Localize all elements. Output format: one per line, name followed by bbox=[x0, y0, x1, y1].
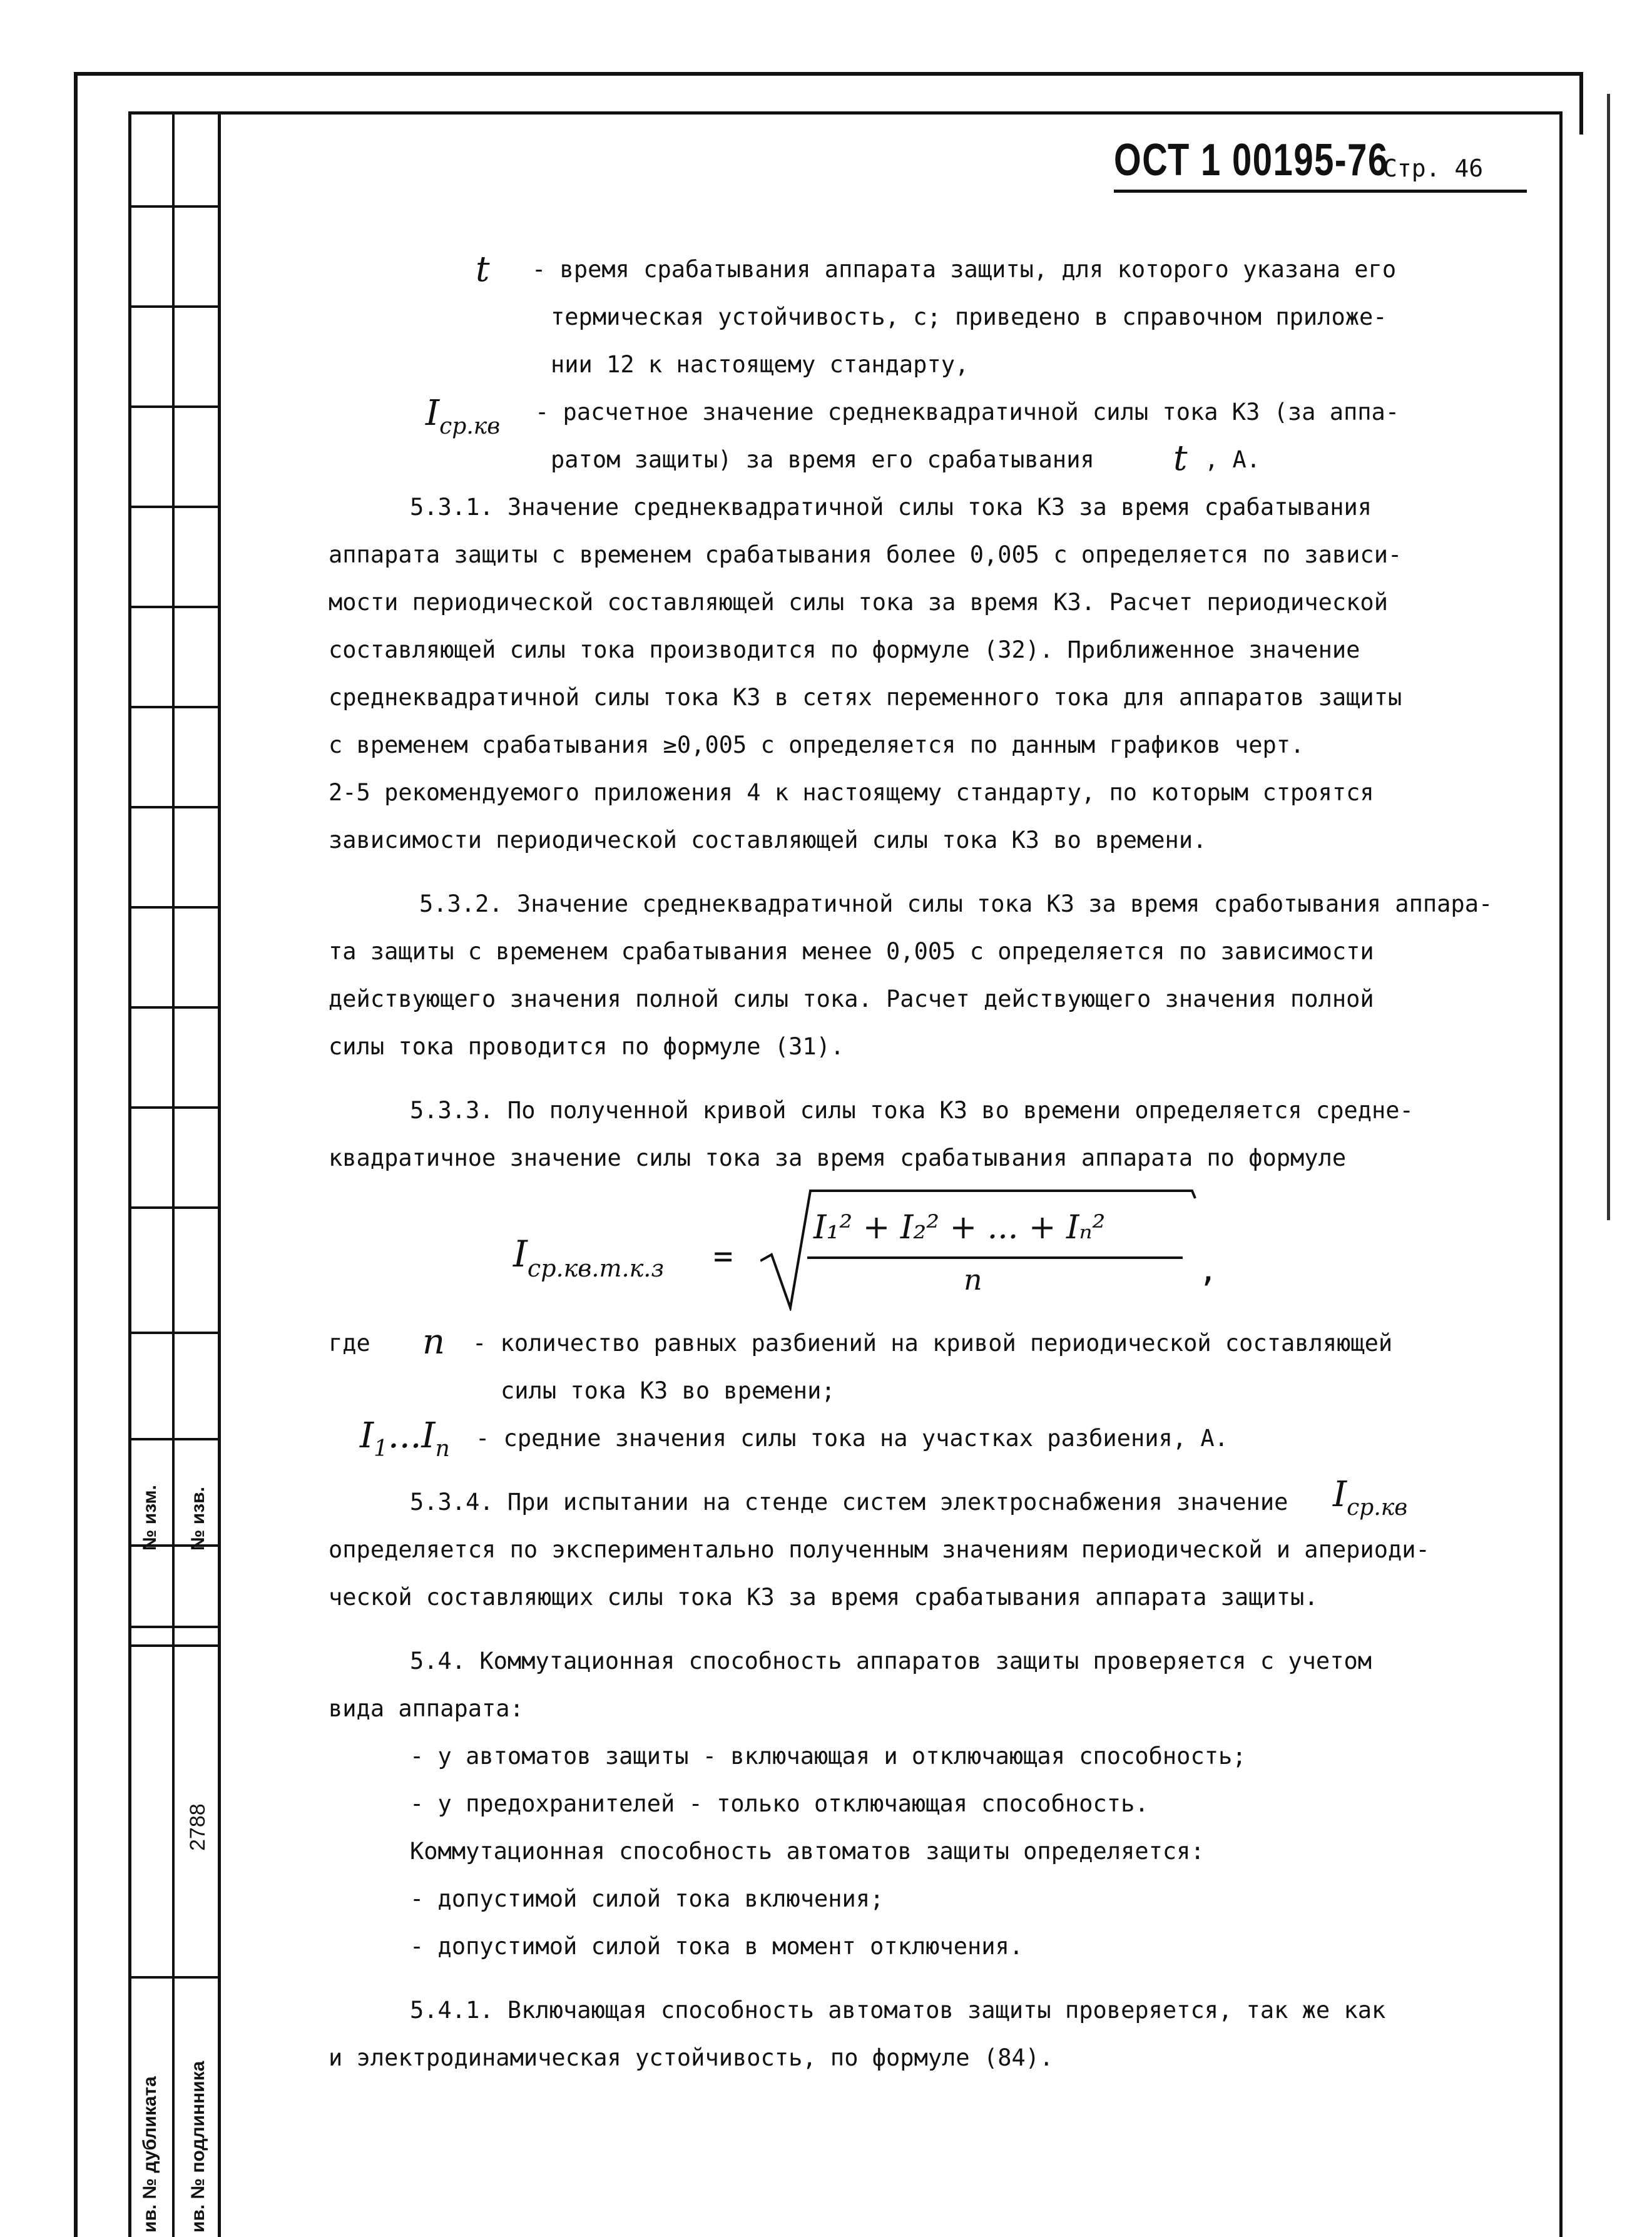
page-border bbox=[128, 111, 1563, 2237]
where-label: где bbox=[329, 1330, 370, 1357]
strip-row-line bbox=[128, 606, 221, 608]
outer-frame-top bbox=[75, 72, 1583, 76]
label-dublikata: ив. № дубликата bbox=[140, 2076, 160, 2233]
strip-row-line bbox=[128, 806, 221, 808]
formula-lhs: $I_{ср.кв.т.к.з}$ bbox=[513, 1233, 665, 1282]
page-edge-line bbox=[1607, 94, 1610, 1220]
paragraph-line: ческой составляющих силы тока КЗ за время срабатывания аппарата защиты. bbox=[329, 1584, 1318, 1611]
paragraph-line: 5.3.3. По полученной кривой силы тока КЗ во времени определяется средне- bbox=[410, 1097, 1414, 1124]
symbol-t: t bbox=[476, 249, 490, 290]
formula-equals: = bbox=[713, 1238, 733, 1275]
paragraph-line: среднеквадратичной силы тока КЗ в сетях переменного тока для аппаратов защиты bbox=[329, 684, 1402, 711]
paragraph-line: с временем срабатывания ≥0,005 с определяется по данным графиков черт. bbox=[329, 731, 1305, 758]
strip-row-line bbox=[128, 706, 221, 708]
strip-row-line bbox=[128, 1644, 221, 1647]
definition-line: - время срабатывания аппарата защиты, для которого указана его bbox=[532, 256, 1397, 283]
paragraph-line: 5.4. Коммутационная способность аппаратов защиты проверяется с учетом bbox=[410, 1648, 1372, 1674]
symbol-i1-in: $I_1...I_п$ bbox=[360, 1415, 450, 1462]
label-izv: № изв. bbox=[188, 1487, 208, 1551]
strip-row-line bbox=[128, 1976, 221, 1979]
fraction-bar bbox=[807, 1256, 1183, 1259]
list-item: - у автоматов защиты - включающая и отключающая способность; bbox=[410, 1743, 1247, 1770]
strip-divider bbox=[218, 111, 221, 2237]
strip-row-line bbox=[128, 906, 221, 909]
definition-line: - количество равных разбиений на кривой периодической составляющей bbox=[472, 1330, 1393, 1357]
strip-row-line bbox=[128, 305, 221, 308]
strip-row-line bbox=[128, 1438, 221, 1440]
paragraph-line: 5.3.2. Значение среднеквадратичной силы тока КЗ за время сработывания аппара- bbox=[419, 890, 1493, 917]
paragraph-line: та защиты с временем срабатывания менее 0,005 с определяется по зависимости bbox=[329, 938, 1374, 965]
strip-row-line bbox=[128, 405, 221, 408]
paragraph-line: вида аппарата: bbox=[329, 1695, 524, 1722]
paragraph-line: силы тока проводится по формуле (31). bbox=[329, 1033, 845, 1060]
inventory-number: 2788 bbox=[186, 1803, 210, 1851]
definition-line: - средние значения силы тока на участках разбиения, А. bbox=[476, 1425, 1228, 1452]
strip-row-line bbox=[128, 1106, 221, 1109]
outer-frame-left bbox=[74, 72, 78, 2237]
label-izm: № изм. bbox=[140, 1485, 160, 1551]
list-item: - допустимой силой тока в момент отключения. bbox=[410, 1933, 1024, 1960]
formula-comma: , bbox=[1198, 1251, 1218, 1289]
strip-row-line bbox=[128, 1626, 221, 1628]
page-number: Стр. 46 bbox=[1383, 155, 1484, 182]
strip-divider bbox=[172, 111, 175, 2237]
paragraph-line: квадратичное значение силы тока за время срабатывания аппарата по формуле bbox=[329, 1144, 1347, 1171]
paragraph-line: определяется по экспериментально полученным значениям периодической и апериоди- bbox=[329, 1536, 1430, 1563]
strip-row-line bbox=[128, 205, 221, 208]
paragraph-line: 5.4.1. Включающая способность автоматов защиты проверяется, так же как bbox=[410, 1997, 1386, 2024]
document-code: ОСТ 1 00195-76 bbox=[1114, 135, 1389, 185]
strip-row-line bbox=[128, 1332, 221, 1334]
paragraph-line: Коммутационная способность автоматов защиты определяется: bbox=[410, 1838, 1205, 1865]
paragraph-line: аппарата защиты с временем срабатывания более 0,005 с определяется по зависи- bbox=[329, 541, 1402, 568]
paragraph-line: мости периодической составляющей силы тока за время КЗ. Расчет периодической bbox=[329, 589, 1388, 616]
label-podlinnika: ив. № подлинника bbox=[188, 2061, 208, 2233]
formula-numerator: I₁² + I₂² + ... + Iₙ² bbox=[813, 1209, 1106, 1246]
side-strip bbox=[128, 111, 221, 2237]
page-header bbox=[1114, 135, 1546, 191]
definition-line: нии 12 к настоящему стандарту, bbox=[551, 351, 969, 378]
paragraph-line: составляющей силы тока производится по формуле (32). Приближенное значение bbox=[329, 636, 1360, 663]
strip-row-line bbox=[128, 1206, 221, 1209]
list-item: - у предохранителей - только отключающая способность. bbox=[410, 1790, 1149, 1817]
formula-denominator: п bbox=[964, 1263, 982, 1297]
paragraph-line: 5.3.1. Значение среднеквадратичной силы тока КЗ за время срабатывания bbox=[410, 494, 1372, 521]
strip-row-line bbox=[128, 1006, 221, 1009]
definition-line: термическая устойчивость, с; приведено в справочном приложе- bbox=[551, 303, 1387, 330]
definition-line: ратом защиты) за время его срабатывания bbox=[551, 446, 1094, 473]
strip-row-line bbox=[128, 506, 221, 508]
symbol-i-sr-kv: $I_{ср.кв}$ bbox=[426, 393, 501, 439]
paragraph-line: 2-5 рекомендуемого приложения 4 к настоящему стандарту, по которым строятся bbox=[329, 779, 1374, 806]
formula bbox=[513, 1183, 1239, 1308]
symbol-t: t bbox=[1173, 438, 1188, 479]
header-underline bbox=[1114, 190, 1527, 193]
definition-line: силы тока КЗ во времени; bbox=[501, 1377, 835, 1404]
symbol-n: п bbox=[422, 1322, 446, 1362]
paragraph-line: зависимости периодической составляющей силы тока КЗ во времени. bbox=[329, 827, 1207, 854]
paragraph-line: 5.3.4. При испытании на стенде систем электроснабжения значение bbox=[410, 1489, 1288, 1516]
definition-line: - расчетное значение среднеквадратичной силы тока КЗ (за аппа- bbox=[535, 399, 1400, 425]
list-item: - допустимой силой тока включения; bbox=[410, 1885, 884, 1912]
symbol-i-sr-kv: $I_{ср.кв}$ bbox=[1333, 1474, 1408, 1521]
outer-frame-right bbox=[1579, 72, 1583, 135]
paragraph-line: и электродинамическая устойчивость, по формуле (84). bbox=[329, 2044, 1054, 2071]
paragraph-line: действующего значения полной силы тока. Расчет действующего значения полной bbox=[329, 986, 1374, 1012]
definition-line: , А. bbox=[1205, 446, 1261, 473]
